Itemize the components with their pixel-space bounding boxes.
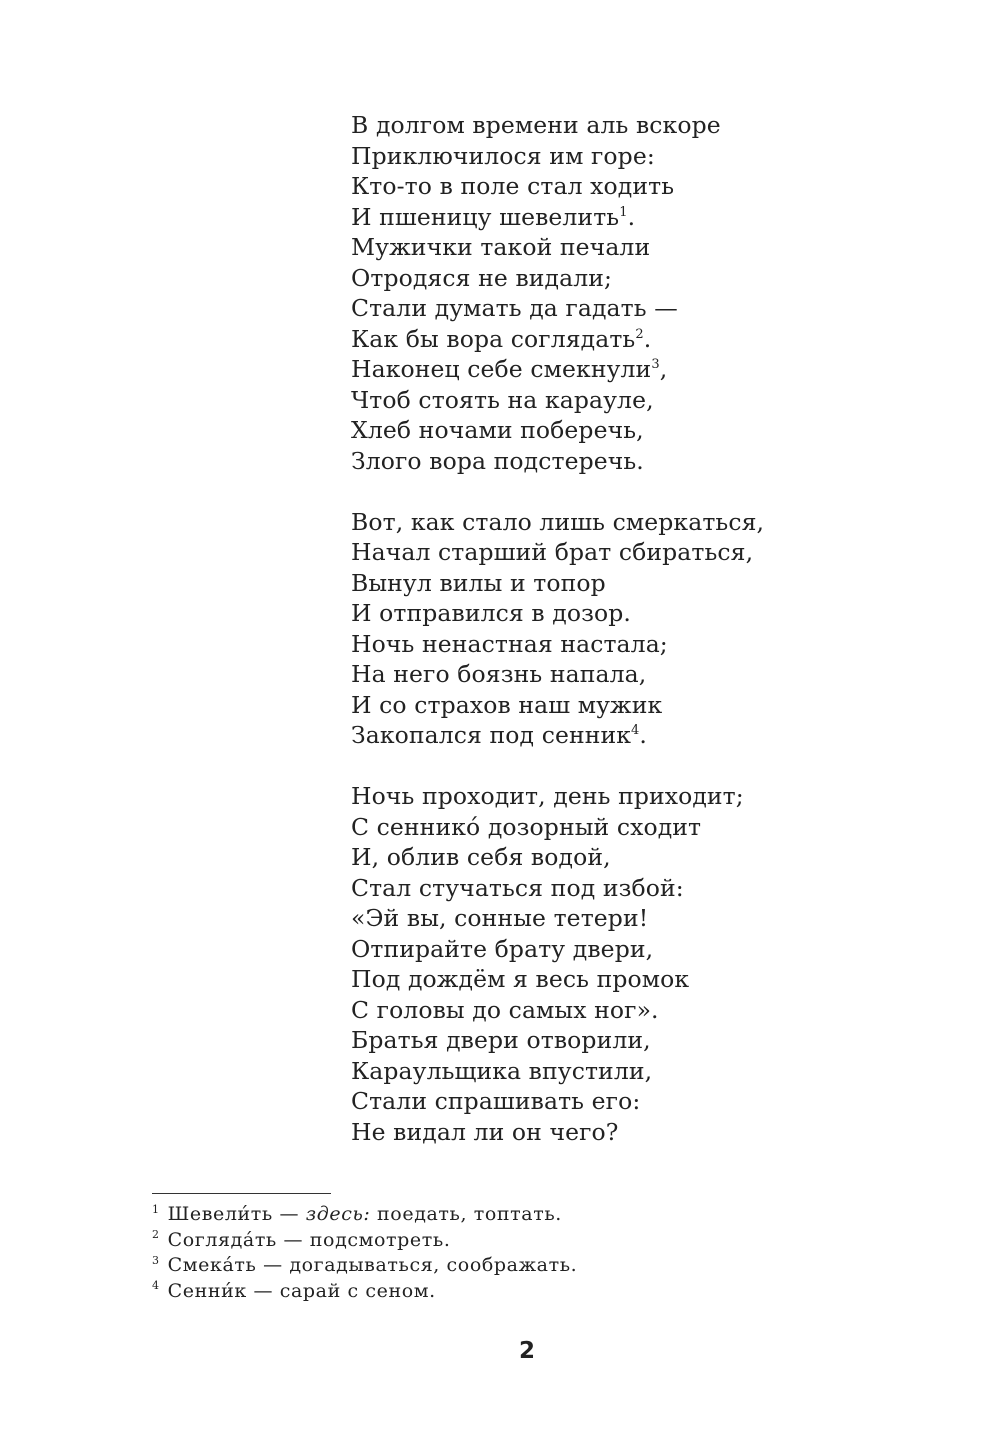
poem-line: Братья двери отворили,	[351, 1026, 651, 1054]
footnote-2	[152, 1228, 852, 1254]
footnote-marker: 3	[651, 357, 660, 373]
footnote-definition: сарай с сеном.	[279, 1279, 436, 1302]
footnote-term: Шевели́ть	[167, 1203, 273, 1225]
poem-line: И, облив себя водой,	[351, 843, 611, 871]
stanza-3	[351, 781, 971, 1147]
poem-line-punct: .	[627, 202, 636, 231]
footnotes	[152, 1193, 852, 1304]
poem	[351, 110, 971, 1178]
page-number: 2	[518, 1338, 535, 1364]
poem-line: Под дождём я весь промок	[351, 965, 690, 993]
poem-line: Злого вора подстеречь.	[351, 446, 644, 475]
footnote-number: 1	[152, 1202, 160, 1216]
footnote-marker: 2	[635, 326, 644, 342]
footnote-dash: —	[272, 1203, 306, 1225]
poem-line: Мужички такой печали	[351, 233, 651, 261]
poem-line-text: И пшеницу шевелить	[351, 202, 620, 231]
poem-line: Кто-то в поле стал ходить	[351, 172, 675, 200]
poem-line	[351, 354, 971, 385]
footnote-3	[152, 1253, 852, 1279]
poem-line-text: Как бы вора соглядать	[351, 324, 636, 353]
poem-line-text: Наконец себе смекнули	[351, 355, 652, 383]
footnote-number: 4	[152, 1279, 160, 1293]
poem-line: В долгом времени аль вскоре	[351, 111, 721, 139]
poem-line: Чтоб стоять на карауле,	[351, 385, 654, 414]
footnote-number: 2	[152, 1228, 160, 1242]
footnote-4	[152, 1279, 852, 1305]
poem-line	[351, 324, 971, 355]
footnote-divider	[152, 1193, 331, 1194]
footnote-term: Соглядáть	[167, 1228, 277, 1251]
footnote-definition: подсмотреть.	[309, 1228, 451, 1251]
footnote-1	[152, 1202, 852, 1228]
poem-line: С сеннико́ дозорный сходит	[351, 812, 702, 841]
poem-line: Стали думать да гадать —	[351, 294, 678, 322]
poem-line-punct: .	[639, 721, 647, 749]
poem-line: Вот, как стало лишь смеркаться,	[351, 507, 765, 536]
footnote-dash: —	[276, 1228, 310, 1251]
poem-line: На него боязнь напала,	[351, 660, 647, 688]
poem-line: Караульщика впустили,	[351, 1056, 653, 1085]
poem-line	[351, 720, 971, 751]
footnote-dash: —	[256, 1254, 290, 1276]
poem-line: Ночь проходит, день приходит;	[351, 782, 744, 810]
poem-line: Стали спрашивать его:	[351, 1087, 641, 1115]
stanza-2	[351, 507, 971, 751]
poem-line: Отродяся не видали;	[351, 263, 613, 292]
poem-line: Приключилося им горе:	[351, 141, 655, 170]
footnote-marker: 4	[631, 723, 640, 739]
poem-line	[351, 202, 971, 233]
poem-line: Начал старший брат сбираться,	[351, 538, 754, 566]
poem-line-text: Закопался под сенник	[351, 721, 632, 749]
poem-line-punct: ,	[659, 355, 668, 383]
footnote-qualifier: здесь:	[305, 1203, 371, 1225]
footnote-marker: 1	[619, 204, 628, 220]
poem-line: И со страхов наш мужик	[351, 690, 663, 719]
poem-line: Вынул вилы и топор	[351, 568, 606, 597]
poem-line: Стал стучаться под избой:	[351, 873, 684, 902]
poem-line: «Эй вы, сонные тетери!	[351, 904, 649, 932]
footnote-dash: —	[246, 1279, 280, 1302]
stanza-1	[351, 110, 971, 476]
poem-line: И отправился в дозор.	[351, 599, 632, 627]
poem-line-punct: .	[643, 324, 652, 353]
footnote-term: Смекáть	[167, 1254, 257, 1276]
footnote-term: Сенни́к	[167, 1279, 247, 1302]
poem-line: Ночь ненастная настала;	[351, 629, 668, 658]
footnote-definition: поедать, топтать.	[370, 1203, 562, 1225]
poem-line: Отпирайте брату двери,	[351, 934, 654, 963]
footnote-number: 3	[152, 1253, 160, 1267]
poem-line: С головы до самых ног».	[351, 995, 659, 1024]
poem-line: Не видал ли он чего?	[351, 1117, 619, 1146]
poem-line: Хлеб ночами поберечь,	[351, 416, 644, 444]
footnote-definition: догадываться, соображать.	[289, 1254, 578, 1276]
